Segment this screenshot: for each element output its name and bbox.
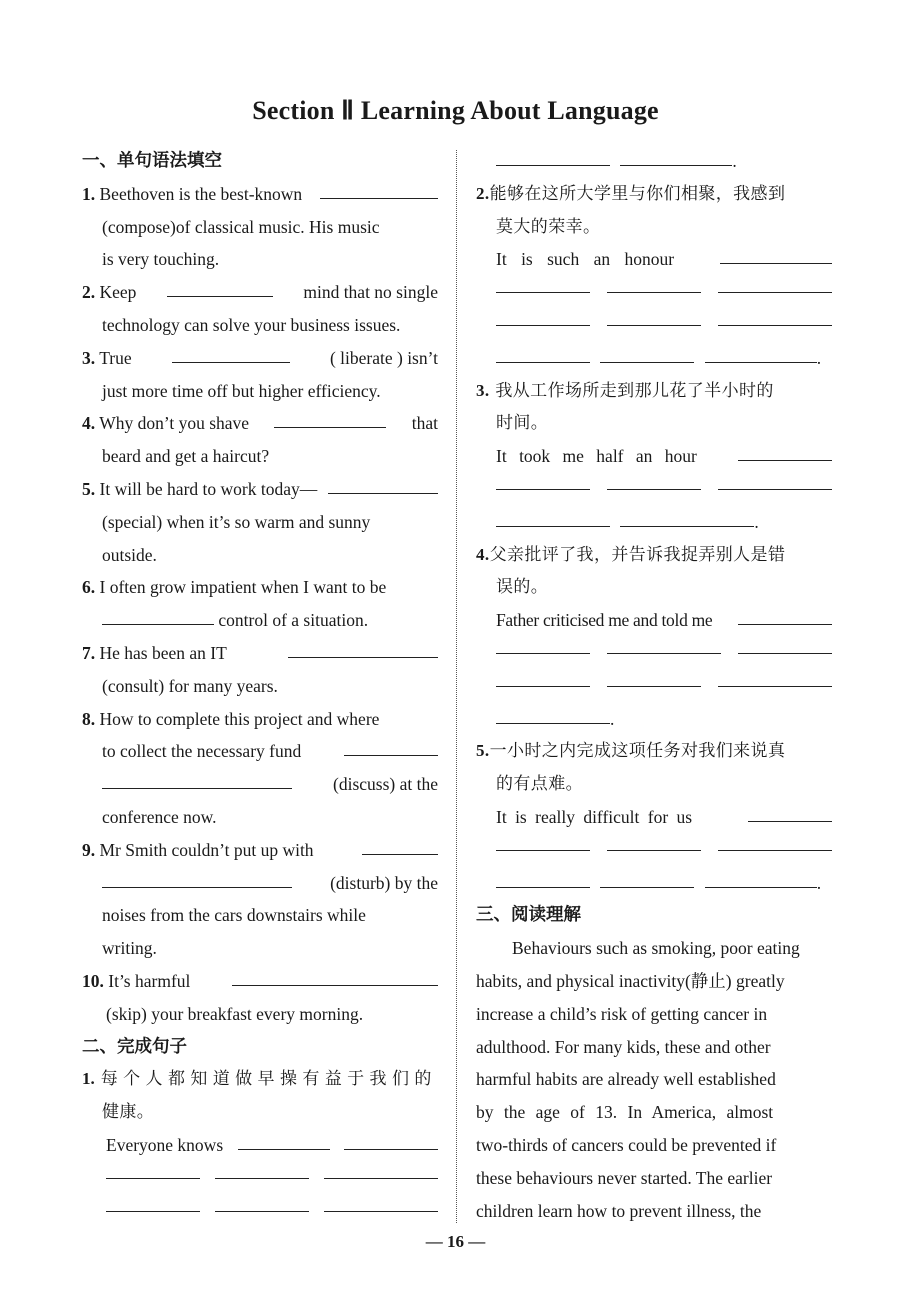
chinese-prompt-line: 的有点难。	[496, 774, 583, 795]
answer-blank[interactable]	[496, 473, 590, 490]
answer-blank[interactable]	[705, 870, 817, 888]
item-text-line: noises from the cars downstairs while	[102, 905, 366, 926]
item-text: It’s harmful	[108, 970, 191, 991]
answer-blank[interactable]	[718, 276, 832, 293]
answer-line: .	[476, 342, 832, 375]
sentence-item-2	[476, 178, 832, 211]
reading-line: increase a child’s risk of getting cancer in	[476, 1003, 768, 1024]
answer-blank[interactable]	[718, 834, 832, 851]
chinese-prompt-line: 时间。	[496, 413, 549, 434]
item-number: 8.	[82, 708, 96, 729]
answer-line	[476, 440, 832, 473]
answer-blank[interactable]	[324, 1195, 438, 1212]
answer-blank[interactable]	[748, 804, 832, 822]
answer-blank[interactable]	[344, 1132, 438, 1150]
item-text-line: (special) when it’s so warm and sunny	[102, 511, 371, 532]
answer-blank[interactable]	[362, 837, 438, 855]
item-text: (disturb) by the	[330, 872, 438, 893]
item-text: control of a situation.	[218, 610, 369, 631]
item-text: ( liberate ) isn’t	[329, 347, 438, 368]
item-text: Why don’t you shave	[99, 413, 250, 434]
answer-blank[interactable]	[600, 345, 694, 363]
item-text: to collect the necessary fund	[102, 741, 302, 762]
item-text: It is really difficult for us	[496, 806, 693, 827]
sentence-item-5	[476, 735, 832, 768]
item-text-line: conference now.	[102, 806, 217, 827]
answer-blank[interactable]	[215, 1195, 309, 1212]
answer-blank[interactable]	[496, 309, 590, 326]
answer-line	[82, 1195, 438, 1228]
answer-blank[interactable]	[274, 410, 386, 428]
answer-line	[476, 276, 832, 309]
chinese-prompt: 父亲批评了我，并告诉我捉弄别人是错	[489, 544, 786, 565]
answer-blank[interactable]	[718, 309, 832, 326]
answer-blank[interactable]	[496, 706, 610, 724]
item-text-line: (compose)of classical music. His music	[102, 216, 380, 237]
answer-line	[476, 801, 832, 834]
answer-blank[interactable]	[328, 476, 438, 494]
answer-blank[interactable]	[738, 637, 832, 654]
answer-blank[interactable]	[720, 246, 832, 264]
item-text-line: technology can solve your business issues.	[102, 314, 401, 335]
chinese-prompt-line: 莫大的荣幸。	[496, 216, 601, 237]
grammar-item-9	[82, 834, 438, 867]
item-text: Everyone knows	[106, 1134, 224, 1155]
grammar-item-2	[82, 276, 438, 309]
item-text-line: (consult) for many years.	[102, 675, 278, 696]
answer-line	[82, 1162, 438, 1195]
answer-blank[interactable]	[238, 1132, 330, 1150]
item-text: Father criticised me and told me	[496, 610, 713, 631]
grammar-item-6	[82, 571, 438, 604]
chinese-prompt: 我从工作场所走到那儿花了半小时的	[495, 380, 774, 401]
answer-blank[interactable]	[102, 771, 292, 789]
reading-line: habits, and physical inactivity(静止) greatly	[476, 970, 785, 991]
chinese-prompt: 能够在这所大学里与你们相聚，我感到	[489, 183, 786, 204]
answer-blank[interactable]	[167, 279, 273, 297]
answer-blank[interactable]	[232, 968, 438, 986]
answer-blank[interactable]	[102, 607, 214, 625]
answer-blank[interactable]	[496, 870, 590, 888]
grammar-item-1	[82, 178, 438, 211]
answer-blank[interactable]	[607, 670, 701, 687]
item-number: 5.	[476, 741, 490, 761]
item-number: 6.	[82, 577, 96, 598]
item-text: I often grow impatient when I want to be	[99, 577, 387, 598]
item-text-line	[82, 768, 438, 801]
chinese-prompt-line: 误的。	[496, 577, 549, 598]
answer-line: .	[476, 867, 832, 900]
answer-blank[interactable]	[738, 607, 832, 625]
answer-line	[476, 243, 832, 276]
chinese-prompt: 每个人都知道做早操有益于我们的	[100, 1069, 437, 1090]
item-number: 7.	[82, 642, 96, 663]
answer-blank[interactable]	[496, 276, 590, 293]
item-text: True	[99, 347, 132, 368]
item-text-line	[82, 604, 438, 637]
item-number: 2.	[82, 282, 96, 303]
answer-line	[82, 1129, 438, 1162]
answer-blank[interactable]	[106, 1195, 200, 1212]
answer-blank[interactable]	[738, 443, 832, 461]
answer-blank[interactable]	[620, 148, 732, 166]
answer-blank[interactable]	[705, 345, 817, 363]
answer-blank[interactable]	[496, 637, 590, 654]
answer-blank[interactable]	[106, 1162, 200, 1179]
answer-line: .	[476, 145, 832, 178]
answer-blank[interactable]	[320, 181, 438, 199]
answer-line: .	[476, 703, 832, 736]
answer-line	[476, 834, 832, 867]
reading-line: these behaviours never started. The earlier	[476, 1167, 773, 1188]
grammar-item-7	[82, 637, 438, 670]
item-text: He has been an IT	[99, 642, 227, 663]
reading-line: children learn how to prevent illness, the	[476, 1200, 762, 1221]
grammar-item-8	[82, 703, 438, 736]
answer-blank[interactable]	[496, 670, 590, 687]
answer-blank[interactable]	[620, 509, 754, 527]
item-text-line: is very touching.	[102, 249, 220, 270]
grammar-item-10	[82, 965, 438, 998]
answer-line	[476, 473, 832, 506]
answer-blank[interactable]	[172, 345, 290, 363]
answer-blank[interactable]	[718, 473, 832, 490]
item-text-line: outside.	[102, 544, 157, 565]
reading-line: adulthood. For many kids, these and other	[476, 1036, 771, 1057]
item-text-line: (skip) your breakfast every morning.	[106, 1003, 364, 1024]
column-divider	[456, 150, 457, 1223]
answer-line	[476, 670, 832, 703]
item-text-line	[82, 735, 438, 768]
left-column	[82, 145, 438, 1227]
grammar-item-3	[82, 342, 438, 375]
answer-blank[interactable]	[344, 738, 438, 756]
answer-line	[476, 637, 832, 670]
item-number: 3.	[82, 347, 96, 368]
page-title: Section Ⅱ Learning About Language	[252, 96, 659, 125]
answer-blank[interactable]	[288, 640, 438, 658]
answer-blank[interactable]	[102, 870, 292, 888]
item-text: It took me half an hour	[496, 446, 697, 467]
answer-blank[interactable]	[600, 870, 694, 888]
answer-blank[interactable]	[718, 670, 832, 687]
reading-line: two-thirds of cancers could be prevented if	[476, 1134, 777, 1155]
answer-blank[interactable]	[496, 345, 590, 363]
answer-blank[interactable]	[607, 637, 721, 654]
item-text: that	[411, 413, 438, 434]
answer-blank[interactable]	[496, 509, 610, 527]
item-text-line	[82, 867, 438, 900]
answer-blank[interactable]	[607, 834, 701, 851]
chinese-prompt: 一小时之内完成这项任务对我们来说真	[489, 741, 786, 762]
reading-line: Behaviours such as smoking, poor eating	[512, 938, 800, 959]
item-number: 5.	[82, 478, 96, 499]
item-text: mind that no single	[303, 282, 438, 303]
answer-blank[interactable]	[607, 276, 701, 293]
item-number: 10.	[82, 970, 104, 991]
item-text: It is such an honour	[496, 249, 675, 270]
answer-line: .	[476, 506, 832, 539]
page-number: — 16 —	[425, 1232, 486, 1251]
item-number: 4.	[476, 544, 490, 564]
item-text: It will be hard to work today—	[99, 478, 318, 499]
item-number: 2.	[476, 183, 490, 203]
sentence-item-3	[476, 375, 832, 408]
answer-blank[interactable]	[496, 834, 590, 851]
section-heading-sentences: 二、完成句子	[82, 1036, 187, 1057]
grammar-item-4	[82, 407, 438, 440]
item-text: Mr Smith couldn’t put up with	[99, 839, 314, 860]
item-text: Beethoven is the best-known	[99, 183, 303, 204]
sentence-item-1	[82, 1063, 438, 1096]
item-text-line: just more time off but higher efficiency.	[102, 380, 381, 401]
answer-blank[interactable]	[215, 1162, 309, 1179]
answer-blank[interactable]	[607, 473, 701, 490]
item-text: How to complete this project and where	[99, 708, 380, 729]
chinese-prompt-line: 健康。	[102, 1102, 155, 1123]
sentence-item-4	[476, 539, 832, 572]
item-number: 1.	[82, 183, 96, 204]
item-text: (discuss) at the	[333, 774, 438, 795]
answer-blank[interactable]	[607, 309, 701, 326]
grammar-item-5	[82, 473, 438, 506]
answer-line	[476, 309, 832, 342]
answer-line	[476, 604, 832, 637]
reading-line: harmful habits are already well established	[476, 1069, 776, 1090]
right-column	[476, 145, 832, 1227]
section-heading-reading: 三、阅读理解	[476, 905, 581, 926]
answer-blank[interactable]	[324, 1162, 438, 1179]
item-number: 3.	[476, 380, 490, 400]
item-number: 4.	[82, 413, 96, 434]
item-text: Keep	[99, 282, 137, 303]
item-text-line: writing.	[102, 938, 157, 959]
item-number: 9.	[82, 839, 96, 860]
item-text-line: beard and get a haircut?	[102, 446, 270, 467]
answer-blank[interactable]	[496, 148, 610, 166]
reading-line: by the age of 13. In America, almost	[476, 1102, 774, 1123]
item-number: 1.	[82, 1069, 95, 1089]
section-heading-grammar: 一、单句语法填空	[82, 151, 222, 171]
